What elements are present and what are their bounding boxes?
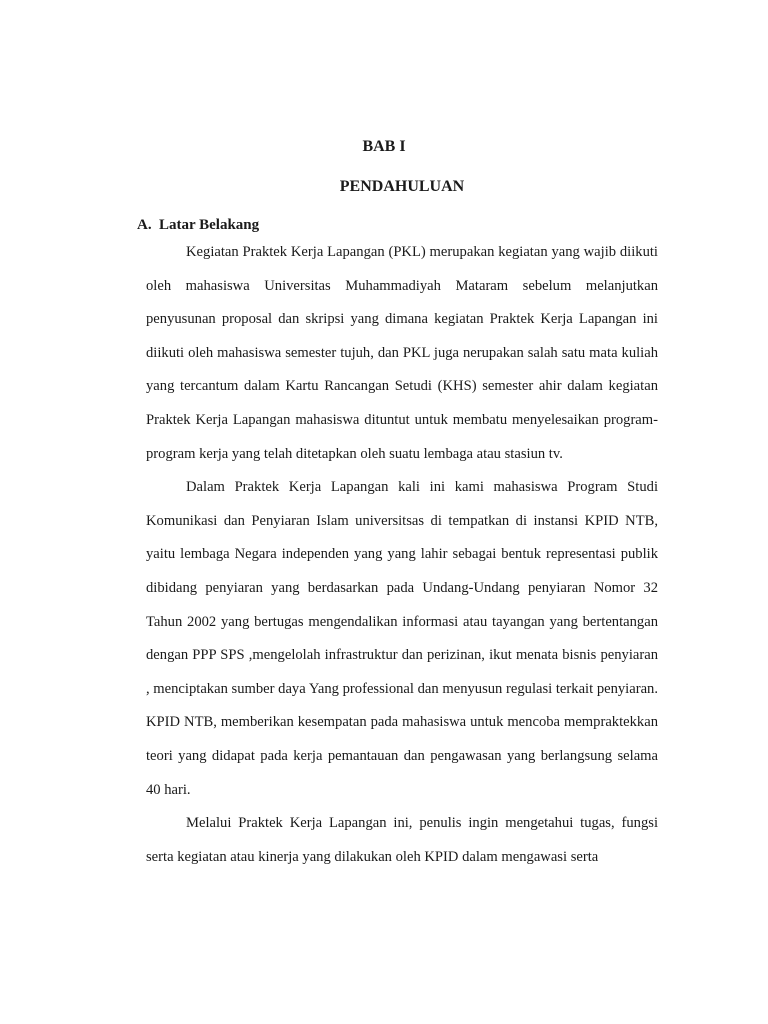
chapter-number: BAB I [362, 138, 406, 155]
section-letter: A. [137, 217, 152, 233]
section-heading [137, 214, 259, 236]
paragraph-2: Dalam Praktek Kerja Lapangan kali ini kami mahasiswa Program Studi Komunikasi dan Penyiaran Islam universitsas di tempatkan di instansi KPID NTB, yaitu lembaga Negara independen yang yang lahir sebagai bentuk representasi publik dibidang penyiaran yang berdasarkan pada Undang-Undang penyiaran Nomor 32 Tahun 2002 yang bertugas mengendalikan informasi atau tayangan yang bertentangan dengan PPP SPS ,mengelolah infrastruktur dan perizinan, ikut menata bisnis penyiaran , menciptakan sumber daya Yang professional dan menyusun regulasi terkait penyiaran. KPID NTB, memberikan kesempatan pada mahasiswa untuk mencoba mempraktekkan teori yang didapat pada kerja pemantauan dan pengawasan yang berlangsung selama 40 hari. [146, 479, 658, 798]
chapter-title: PENDAHULUAN [339, 178, 465, 195]
body-text [146, 236, 658, 874]
paragraph-1: Kegiatan Praktek Kerja Lapangan (PKL) merupakan kegiatan yang wajib diikuti oleh mahasiswa Universitas Muhammadiyah Mataram sebelum melanjutkan penyusunan proposal dan skripsi yang dimana kegiatan Praktek Kerja Lapangan ini diikuti oleh mahasiswa semester tujuh, dan PKL juga nerupakan salah satu mata kuliah yang tercantum dalam Kartu Rancangan Setudi (KHS) semester ahir dalam kegiatan Praktek Kerja Lapangan mahasiswa dituntut untuk membatu menyelesaikan program-program kerja yang telah ditetapkan oleh suatu lembaga atau stasiun tv. [146, 244, 658, 462]
section-title: Latar Belakang [159, 217, 260, 233]
paragraph-3: Melalui Praktek Kerja Lapangan ini, penulis ingin mengetahui tugas, fungsi serta kegiatan atau kinerja yang dilakukan oleh KPID dalam mengawasi serta [146, 815, 658, 865]
